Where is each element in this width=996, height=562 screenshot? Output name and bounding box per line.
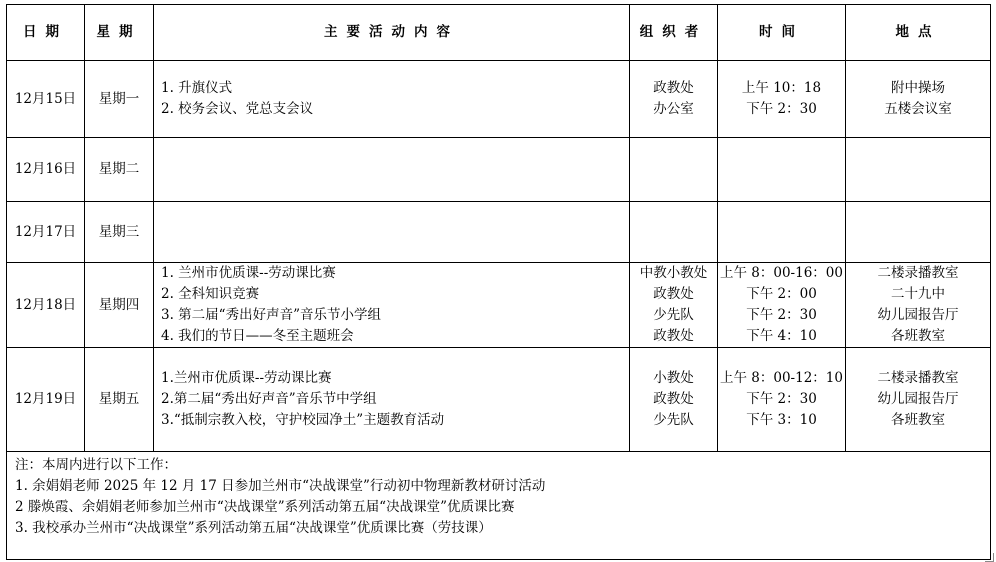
- table-row: [7, 263, 991, 348]
- organizer-item: 政教处: [653, 80, 694, 96]
- time-cell: [718, 263, 846, 348]
- time-item: 下午 3：10: [746, 412, 817, 428]
- organizer-item: 政教处: [653, 328, 694, 344]
- activities-cell: [154, 348, 630, 452]
- weekday-cell: 星期五: [85, 348, 154, 452]
- table-row: [7, 61, 991, 138]
- organizer-item: 少先队: [653, 412, 694, 428]
- time-item: 上午 8：00-16：00: [720, 265, 843, 281]
- note-item: 3. 我校承办兰州市“决战课堂”系列活动第五届“决战课堂”优质课比赛（劳技课）: [15, 520, 492, 536]
- organizer-item: 政教处: [653, 286, 694, 302]
- weekday-cell: 星期二: [85, 138, 154, 202]
- place-item: 各班教室: [891, 328, 945, 344]
- time-item: 下午 4：10: [746, 328, 817, 344]
- organizer-item: 政教处: [653, 391, 694, 407]
- time-item: 下午 2：30: [746, 391, 817, 407]
- place-item: 各班教室: [891, 412, 945, 428]
- header-weekday: 星期: [85, 5, 154, 61]
- organizer-cell: [630, 138, 718, 202]
- activities-cell: [154, 138, 630, 202]
- place-item: 幼儿园报告厅: [877, 307, 959, 323]
- activity-item: 1. 兰州市优质课--劳动课比赛: [161, 265, 336, 281]
- time-item: 上午 8：00-12：10: [720, 370, 843, 386]
- date-cell: 12月15日: [7, 61, 85, 138]
- organizer-item: 中教小教处: [639, 265, 708, 281]
- header-time: 时间: [718, 5, 846, 61]
- weekday-cell: 星期三: [85, 202, 154, 263]
- time-item: 下午 2：00: [746, 286, 817, 302]
- note-item: 1. 余娟娟老师 2025 年 12 月 17 日参加兰州市“决战课堂”行动初中物理新教材研讨活动: [15, 478, 546, 494]
- date-cell: 12月19日: [7, 348, 85, 452]
- activity-item: 4. 我们的节日——冬至主题班会: [161, 328, 354, 344]
- activity-item: 2. 校务会议、党总支会议: [161, 101, 314, 117]
- time-item: 上午 10：18: [741, 80, 822, 96]
- organizer-cell: [630, 202, 718, 263]
- place-cell: [846, 348, 991, 452]
- time-item: 下午 2：30: [746, 307, 817, 323]
- activity-item: 2.第二届“秀出好声音”音乐节中学组: [161, 391, 377, 407]
- header-organizer: 组织者: [630, 5, 718, 61]
- time-item: 下午 2：30: [746, 101, 817, 117]
- place-cell: [846, 263, 991, 348]
- date-cell: 12月16日: [7, 138, 85, 202]
- table-row: [7, 202, 991, 263]
- place-item: 五楼会议室: [884, 101, 952, 117]
- place-item: 幼儿园报告厅: [877, 391, 959, 407]
- time-cell: [718, 202, 846, 263]
- time-cell: [718, 348, 846, 452]
- place-item: 附中操场: [891, 80, 945, 96]
- organizer-item: 少先队: [653, 307, 694, 323]
- table-row: [7, 348, 991, 452]
- organizer-cell: [630, 263, 718, 348]
- header-row: [7, 5, 991, 61]
- activities-cell: [154, 61, 630, 138]
- note-item: 2 滕焕霞、余娟娟老师参加兰州市“决战课堂”系列活动第五届“决战课堂”优质课比赛: [15, 499, 515, 515]
- organizer-item: 小教处: [653, 370, 694, 386]
- table-row: [7, 138, 991, 202]
- activity-item: 1.兰州市优质课--劳动课比赛: [161, 370, 332, 386]
- date-cell: 12月18日: [7, 263, 85, 348]
- place-cell: [846, 202, 991, 263]
- notes-row: [7, 452, 991, 560]
- activity-item: 3. 第二届“秀出好声音”音乐节小学组: [161, 307, 381, 323]
- header-date: 日期: [7, 5, 85, 61]
- organizer-cell: [630, 61, 718, 138]
- place-item: 二楼录播教室: [877, 370, 959, 386]
- schedule-sheet: [6, 4, 990, 556]
- date-cell: 12月17日: [7, 202, 85, 263]
- organizer-item: 办公室: [653, 101, 694, 117]
- activity-item: 2. 全科知识竞赛: [161, 286, 260, 302]
- weekly-schedule-table: [6, 4, 991, 560]
- activities-cell: [154, 202, 630, 263]
- weekday-cell: 星期一: [85, 61, 154, 138]
- organizer-cell: [630, 348, 718, 452]
- header-content: 主要活动内容: [154, 5, 630, 61]
- place-item: 二十九中: [891, 286, 945, 302]
- header-place: 地点: [846, 5, 991, 61]
- activity-item: 3.“抵制宗教入校，守护校园净土”主题教育活动: [161, 412, 445, 428]
- notes-cell: [7, 452, 991, 560]
- activities-cell: [154, 263, 630, 348]
- place-item: 二楼录播教室: [877, 265, 959, 281]
- time-cell: [718, 61, 846, 138]
- notes-title: 注：本周内进行以下工作：: [15, 457, 177, 473]
- time-cell: [718, 138, 846, 202]
- place-cell: [846, 138, 991, 202]
- place-cell: [846, 61, 991, 138]
- weekday-cell: 星期四: [85, 263, 154, 348]
- activity-item: 1. 升旗仪式: [161, 80, 233, 96]
